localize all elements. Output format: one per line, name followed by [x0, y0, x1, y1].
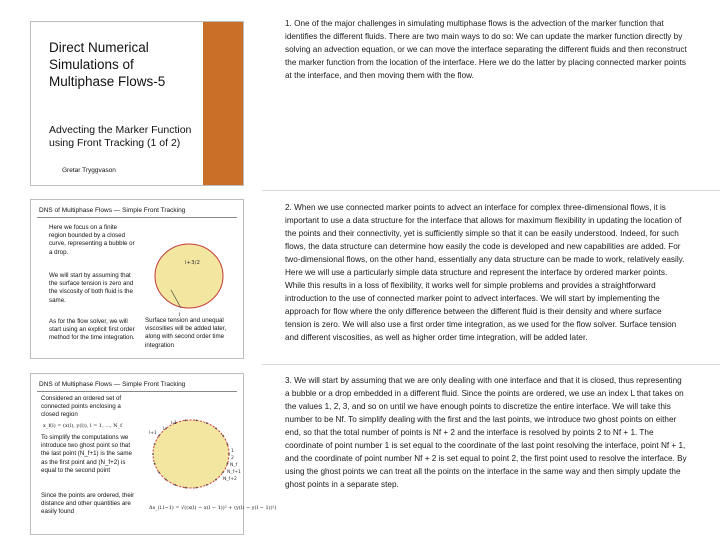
slide-title: Direct Numerical Simulations of Multiphase Flows-5 [49, 40, 166, 89]
marker-point [196, 487, 198, 489]
marker-point [185, 487, 187, 489]
slide-header: DNS of Multiphase Flows — Simple Front Tracking [39, 381, 186, 388]
slide-header: DNS of Multiphase Flows — Simple Front Tracking [39, 207, 186, 214]
note-1: 1. One of the major challenges in simulating multiphase flows is the advection of the marker function that identifies the different fluids. There are two main ways to do so: We can update the marker function directly by solving an advection equation, or we can move the interface separating the different fluids and then reconstruct the marker function from the location of the interface. Here we do the latter by placing connected marker points at the interface, and then moving them with the flow. [285, 19, 687, 80]
slide-text-2: To simplify the computations we introduce two ghost point so that the last point (N_f+1) is the same as the first point and (N_f+2) is equal to the second point [41, 434, 132, 474]
marker-point [158, 471, 160, 473]
marker-point [227, 444, 229, 446]
slide-text-1: Here we focus on a finite region bounded by a closed curve, representing a bubble or a drop. [49, 224, 135, 256]
slide-text-3: Since the points are ordered, their distance and other quantities are easily found [41, 492, 135, 516]
marker-point [174, 484, 176, 486]
marker-point [228, 453, 230, 455]
marker-point [222, 435, 224, 437]
header-rule [37, 391, 237, 392]
label-point-nf2: N_f+2 [223, 477, 237, 482]
marker-point [206, 422, 208, 424]
marker-curve [153, 420, 229, 488]
marker-point [206, 484, 208, 486]
bubble-diagram [143, 238, 239, 318]
marker-point [196, 419, 198, 421]
slide-2 [30, 199, 244, 359]
marker-point [165, 427, 167, 429]
slide-caption: Surface tension and unequal viscosities will be added later, along with second order time integration [145, 317, 227, 349]
marker-point [222, 471, 224, 473]
marker-point [227, 463, 229, 465]
formula-points: x_f(l) = (x(l), y(l)), l = 1, ..., N_f [43, 423, 122, 429]
label-l-plus-1: l+1 [149, 431, 157, 436]
marker-point [158, 435, 160, 437]
point-label-top: i+3/2 [185, 260, 200, 266]
bubble-shape [155, 244, 223, 308]
label-point-2: 2 [231, 456, 234, 461]
label-l: l [163, 427, 165, 432]
note-3: 3. We will start by assuming that we are only dealing with one interface and that it is closed, thus representing a bubble or a drop embedded in a different fluid. Since the points are ordered, we use an index L that takes on the values 1, 2, 3, and so on until we have enough points to discretize the entire interface. We will take this number to be Nf. To simplify dealing with the first and the last points, we introduce two ghost points on either end, so that the total number of points is Nf + 2 and the interface is resolved by points 2 to Nf + 1. The coordinate of point number 1 is set equal to the coordinate of the last point resolving the interface, point Nf + 1, and the coordinate of point number Nf + 2 is set equal to point 2, the first point used to resolve the interface. By using the ghost points we can treat all the points on the interface in the same way and then simply update the ghost points in a separate step. [285, 376, 687, 489]
marker-point [185, 419, 187, 421]
slide-text-1: Considered an ordered set of connected points enclosing a closed region [41, 395, 122, 419]
slide-text-2: We will start by assuming that the surface tension is zero and the viscosity of both fluid is the same. [49, 272, 134, 304]
slide-3 [30, 373, 277, 535]
marker-point [152, 453, 154, 455]
slide-subtitle: Advecting the Marker Function using Front Tracking (1 of 2) [49, 124, 192, 149]
label-point-1: 1 [231, 449, 234, 454]
marker-point [154, 463, 156, 465]
label-point-nf1: N_f+1 [227, 470, 241, 475]
title-slide [30, 21, 244, 186]
note-2: 2. When we use connected marker points to advect an interface for complex three-dimensional flows, it is important to use a data structure for the interface that allows for maximum flexibility in updating the location of the points and their connectivity, yet is sufficiently simple so that it can be easily understood. Indeed, for such flows, the data structure can determine how easily the code is developed and new capabilities are added. For two-dimensional flows, on the other hand, essentially any data structure can be made to work, relatively easily. Here we will use a particularly simple data structure and represent the interface by ordered marker points. While this results in a loss of flexibility, it works well for simple problems and provides a straightforward introduction to the use of connected marker point to advect interfaces. We will start by implementing the approach for flow where the only difference between the different fluid is their density and where surface tension is zero. We will also use a first order time integration, as we used for the flow solver. Surface tension and different viscosities, as well as higher order time integration, will be added later. [285, 203, 685, 342]
marker-point [215, 479, 217, 481]
header-rule [37, 217, 237, 218]
section-divider [262, 190, 720, 191]
marker-point [165, 479, 167, 481]
slide-text-3: As for the flow solver, we will start using an explicit first order method for the time integration. [49, 318, 135, 342]
label-point-nf: N_f [230, 463, 238, 468]
point-label-bottom: i [179, 312, 181, 318]
section-divider [262, 364, 720, 365]
marker-point [215, 427, 217, 429]
accent-bar [203, 22, 243, 185]
formula-distance: Δs_(l,l−1) = √((x(l) − x(l − 1))² + (y(l) − y(l − 1))²) [149, 505, 277, 511]
marker-point [154, 444, 156, 446]
author-name: Gretar Tryggvason [62, 167, 116, 174]
label-l-minus-1: l-1 [171, 421, 177, 426]
marker-points-diagram [143, 414, 243, 496]
